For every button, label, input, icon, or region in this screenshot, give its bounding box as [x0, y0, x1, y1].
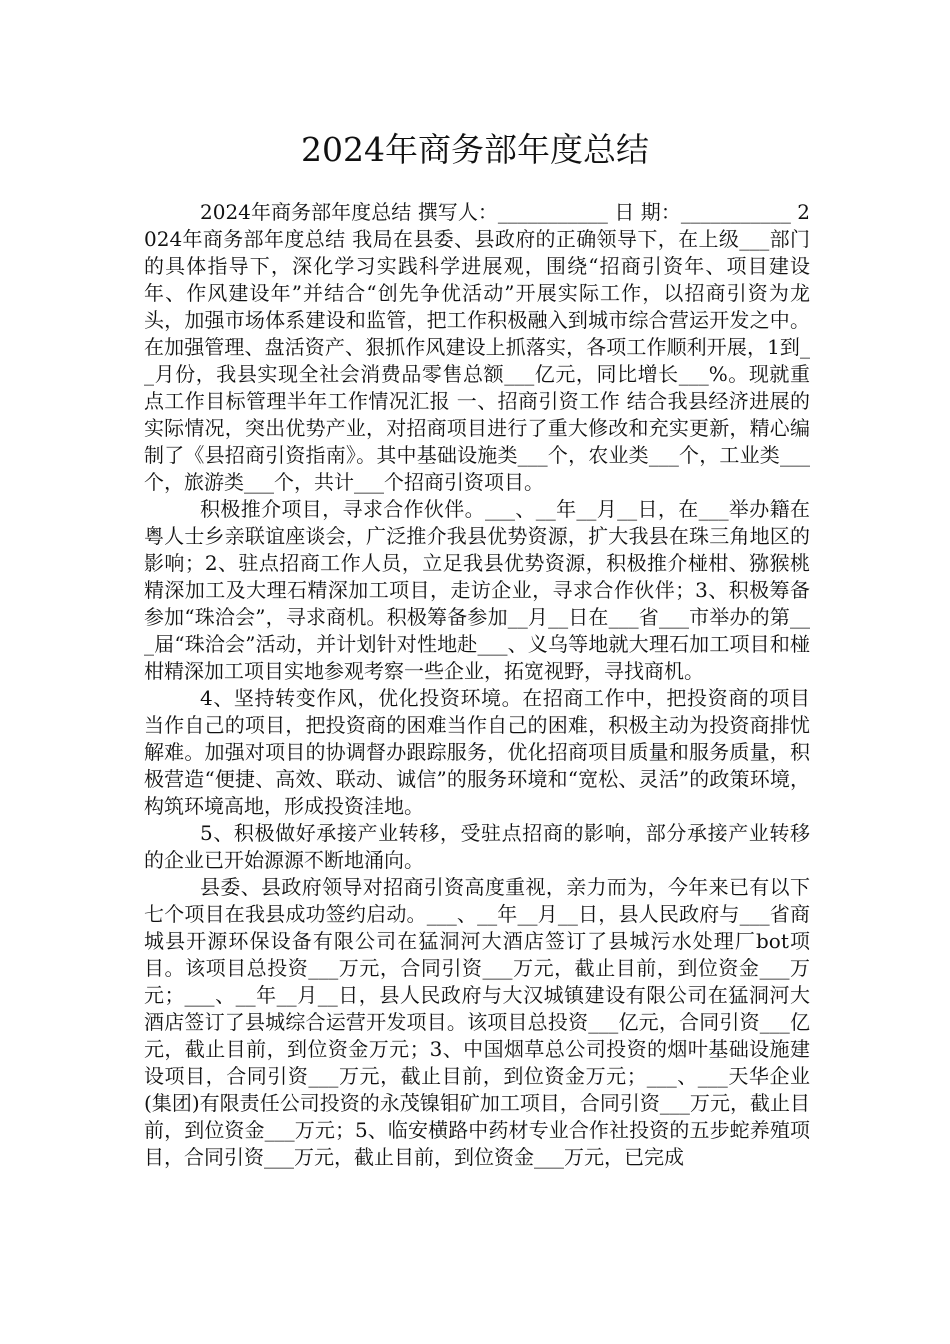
- paragraph-projects: 县委、县政府领导对招商引资高度重视，亲力而为，今年来已有以下七个项目在我县成功签约启动。___、__年__月__日，县人民政府与___省商城县开源环保设备有限公司在猛洞河大酒店签订了县城污水处理厂bot项目。该项目总投资___万元，合同引资___万元，截止目前，到位资金___万元；___、__年__月__日，县人民政府与大汉城镇建设有限公司在猛洞河大酒店签订了县城综合运营开发项目。该项目总投资___亿元，合同引资___亿元，截止目前，到位资金万元；3、中国烟草总公司投资的烟叶基础设施建设项目，合同引资___万元，截止目前，到位资金万元；___、___天华企业(集团)有限责任公司投资的永茂镍钼矿加工项目，合同引资___万元，截止目前，到位资金___万元；5、临安横路中药材专业合作社投资的五步蛇养殖项目，合同引资___万元，截止目前，到位资金___万元，已完成: [144, 875, 810, 1169]
- paragraph-industry-transfer: 5、积极做好承接产业转移，受驻点招商的影响，部分承接产业转移的企业已开始源源不断地涌向。: [144, 821, 810, 872]
- paragraph-promotion: 积极推介项目，寻求合作伙伴。___、__年__月__日，在___举办籍在粤人士乡亲联谊座谈会，广泛推介我县优势资源，扩大我县在珠三角地区的影响；2、驻点招商工作人员，立足我县优势资源，积极推介椪柑、猕猴桃精深加工及大理石精深加工项目，走访企业，寻求合作伙伴；3、积极筹备参加“珠洽会”，寻求商机。积极筹备参加__月__日在___省___市举办的第___届“珠洽会”活动，并计划针对性地赴___、义乌等地就大理石加工项目和椪柑精深加工项目实地参观考察一些企业，拓宽视野，寻找商机。: [144, 497, 810, 683]
- document-body: [144, 199, 810, 1171]
- paragraph-environment: 4、坚持转变作风，优化投资环境。在招商工作中，把投资商的项目当作自己的项目，把投资商的困难当作自己的困难，积极主动为投资商排忧解难。加强对项目的协调督办跟踪服务，优化招商项目质量和服务质量，积极营造“便捷、高效、联动、诚信”的服务环境和“宽松、灵活”的政策环境，构筑环境高地，形成投资洼地。: [144, 686, 810, 818]
- document-title: 2024年商务部年度总结: [301, 130, 649, 169]
- paragraph-intro: 2024年商务部年度总结 撰写人：___________ 日 期：___________ 2024年商务部年度总结 我局在县委、县政府的正确领导下，在上级___部门的具体指导下，深化学习实践科学进展观，围绕“招商引资年、项目建设年、作风建设年”并结合“创先争优活动”开展实际工作，以招商引资为龙头，加强市场体系建设和监管，把工作积极融入到城市综合营运开发之中。在加强管理、盘活资产、狠抓作风建设上抓落实，各项工作顺利开展，1到__月份，我县实现全社会消费品零售总额___亿元，同比增长___%。现就重点工作目标管理半年工作情况汇报 一、招商引资工作 结合我县经济进展的实际情况，突出优势产业，对招商项目进行了重大修改和充实更新，精心编制了《县招商引资指南》。其中基础设施类___个，农业类___个，工业类___个，旅游类___个，共计___个招商引资项目。: [144, 200, 810, 494]
